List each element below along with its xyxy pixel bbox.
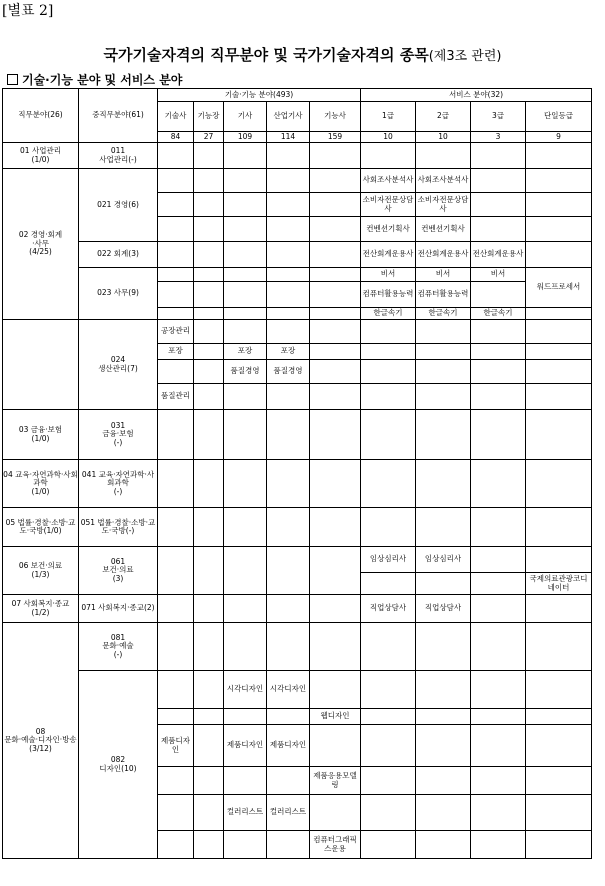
count-engineer: 84 xyxy=(158,132,194,143)
cell-082-e2: 컬러리스트 xyxy=(267,795,310,831)
cell-082-c2: 제품디자인 xyxy=(267,725,310,767)
header-col-craftsman: 기능사 xyxy=(310,102,361,132)
cell-071-1: 직업상담사 xyxy=(361,595,416,623)
header-col-grade2: 2급 xyxy=(416,102,471,132)
table-row xyxy=(3,410,603,460)
mid-041: 041 교육·자연과학·사회과학 (-) xyxy=(79,460,158,508)
cell-021-b2: 소비자전문상담사 xyxy=(416,193,471,217)
mid-071: 071 사회복지·종교(2) xyxy=(79,595,158,623)
mid-051: 051 법률·경찰·소방·교도·국방(-) xyxy=(79,508,158,547)
mid-082: 082 디자인(10) xyxy=(79,671,158,859)
mid-081: 081 문화·예술 (-) xyxy=(79,623,158,671)
mid-021: 021 경영(6) xyxy=(79,169,158,242)
table-row xyxy=(3,547,603,573)
major-06: 06 보건·의료 (1/3) xyxy=(3,547,79,595)
header-middle: 중직무분야(61) xyxy=(79,89,158,143)
header-col-master: 기능장 xyxy=(194,102,224,132)
cell-082-d: 제품응용모델링 xyxy=(310,767,361,795)
cell-024-c3: 품질경영 xyxy=(267,360,310,384)
mid-061: 061 보건·의료 (3) xyxy=(79,547,158,595)
mid-024: 024 생산관리(7) xyxy=(79,320,158,410)
cell-023-d2: 한글속기 xyxy=(416,308,471,320)
title-main: 국가기술자격의 직무분야 및 국가기술자격의 종목 xyxy=(103,46,429,64)
major-05: 05 법률·경찰·소방·교도·국방(1/0) xyxy=(3,508,79,547)
title-sub: (제3조 관련) xyxy=(428,49,502,64)
cell-023-d3: 한글속기 xyxy=(471,308,526,320)
cell-024-a: 공장관리 xyxy=(158,320,194,344)
table-row xyxy=(3,671,603,709)
annex-label: [별표 2] xyxy=(2,3,54,19)
cell-021-b1: 소비자전문상담사 xyxy=(361,193,416,217)
header-col-industrial: 산업기사 xyxy=(267,102,310,132)
header-col-grade1: 1급 xyxy=(361,102,416,132)
mid-011: 011 사업관리(-) xyxy=(79,143,158,169)
count-master: 27 xyxy=(194,132,224,143)
document-title xyxy=(0,44,605,65)
mid-022: 022 회계(3) xyxy=(79,242,158,268)
count-craftsman: 159 xyxy=(310,132,361,143)
cell-024-c2: 품질경영 xyxy=(224,360,267,384)
cell-071-2: 직업상담사 xyxy=(416,595,471,623)
section-heading-text: 기술·기능 분야 및 서비스 분야 xyxy=(22,73,183,87)
cell-023-a2: 비서 xyxy=(416,268,471,282)
cell-021-c1: 컨벤션기획사 xyxy=(361,217,416,242)
table-row xyxy=(3,169,603,193)
count-grade3: 3 xyxy=(471,132,526,143)
major-02: 02 경영·회계 ·사무 (4/25) xyxy=(3,169,79,320)
header-service-group: 서비스 분야(32) xyxy=(361,89,592,102)
count-industrial: 114 xyxy=(267,132,310,143)
table-row xyxy=(3,268,603,282)
cell-021-a1: 사회조사분석사 xyxy=(361,169,416,193)
cell-082-c0: 제품디자인 xyxy=(158,725,194,767)
major-03: 03 금융·보험 (1/0) xyxy=(3,410,79,460)
cell-023-c1: 컴퓨터활용능력 xyxy=(361,282,416,308)
major-01: 01 사업관리 (1/0) xyxy=(3,143,79,169)
cell-023-a3: 비서 xyxy=(471,268,526,282)
table-row xyxy=(3,143,603,169)
count-single: 9 xyxy=(526,132,592,143)
cell-024-b3: 포장 xyxy=(267,344,310,360)
header-tech-group: 기술·기능 분야(493) xyxy=(158,89,361,102)
header-col-single: 단일등급 xyxy=(526,102,592,132)
count-gisa: 109 xyxy=(224,132,267,143)
cell-061-3: 국제의료관광코디네이터 xyxy=(526,573,592,595)
cell-021-c2: 컨벤션기획사 xyxy=(416,217,471,242)
count-grade1: 10 xyxy=(361,132,416,143)
cell-023-c2: 컴퓨터활용능력 xyxy=(416,282,471,308)
checkbox-square-icon xyxy=(7,74,18,85)
section-heading xyxy=(7,71,182,88)
cell-022-3: 전산회계운용사 xyxy=(471,242,526,268)
header-major: 직무분야(26) xyxy=(3,89,79,143)
cell-024-b2: 포장 xyxy=(224,344,267,360)
cell-022-2: 전산회계운용사 xyxy=(416,242,471,268)
cell-023-b4: 워드프로세서 xyxy=(526,268,592,308)
cell-022-1: 전산회계운용사 xyxy=(361,242,416,268)
cell-082-c1: 제품디자인 xyxy=(224,725,267,767)
cell-082-f: 컴퓨터그래픽스운용 xyxy=(310,831,361,859)
table-row xyxy=(3,320,603,344)
header-col-gisa: 기사 xyxy=(224,102,267,132)
cell-021-a2: 사회조사분석사 xyxy=(416,169,471,193)
header-col-engineer: 기술사 xyxy=(158,102,194,132)
cell-024-d: 품질관리 xyxy=(158,384,194,410)
cell-023-a1: 비서 xyxy=(361,268,416,282)
cell-024-b1: 포장 xyxy=(158,344,194,360)
cell-061-1: 임상심리사 xyxy=(361,547,416,573)
cell-023-d1: 한글속기 xyxy=(361,308,416,320)
count-grade2: 10 xyxy=(416,132,471,143)
major-08: 08 문화·예술·디자인·방송 (3/12) xyxy=(3,623,79,859)
table-row xyxy=(3,460,603,508)
table-row xyxy=(3,508,603,547)
major-07: 07 사회복지·종교(1/2) xyxy=(3,595,79,623)
header-col-grade3: 3급 xyxy=(471,102,526,132)
cell-082-e1: 컬러리스트 xyxy=(224,795,267,831)
cell-082-b: 웹디자인 xyxy=(310,709,361,725)
table-row xyxy=(3,623,603,671)
table-row xyxy=(3,595,603,623)
table-row xyxy=(3,242,603,268)
cell-082-a2: 시각디자인 xyxy=(267,671,310,709)
mid-031: 031 금융·보험 (-) xyxy=(79,410,158,460)
major-04: 04 교육·자연과학·사회과학 (1/0) xyxy=(3,460,79,508)
major-02-cont xyxy=(3,320,79,410)
cell-082-a1: 시각디자인 xyxy=(224,671,267,709)
qualification-table xyxy=(2,88,603,859)
mid-023: 023 사무(9) xyxy=(79,268,158,320)
cell-061-2: 임상심리사 xyxy=(416,547,471,573)
